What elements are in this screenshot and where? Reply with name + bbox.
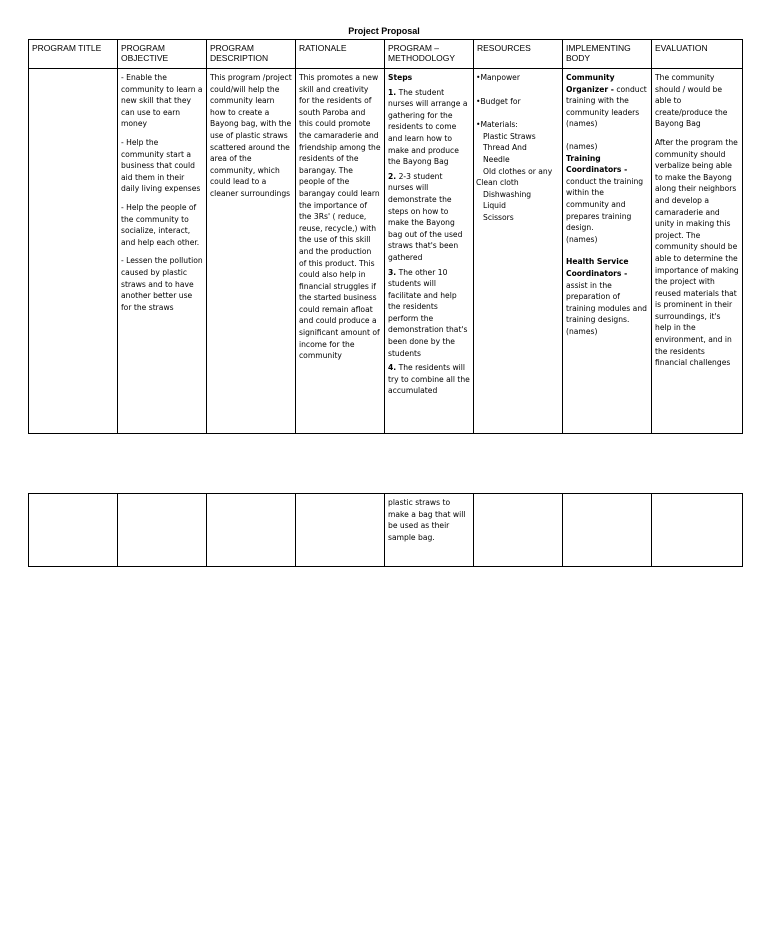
resource-manpower: •Manpower (476, 73, 520, 82)
methodology-continued: plastic straws to make a bag that will be used as their sample bag. (388, 498, 466, 542)
header-program-objective: PROGRAM OBJECTIVE (118, 40, 207, 69)
objective-item: - Help the people of the community to socialize, interact, and help each other. (121, 202, 200, 247)
rationale-text: This promotes a new skill and creativity for the residents of south Paroba and this could promote the camaraderie and friendship among the residents of the barangay. The people of the barangay could learn the importance of the 3Rs' ( reduce, reuse, recycle,) with the use of this skill and the production of this product. This could also help in financial struggles if the started business could remain afloat and could produce a significant amount of income for the community (299, 73, 381, 361)
resource-materials-label: •Materials: (476, 120, 518, 130)
organizer-title: Community Organizer - (566, 73, 615, 94)
names-placeholder: (names) (566, 326, 598, 336)
cell-description (207, 69, 296, 434)
content-row (29, 69, 743, 434)
cell-evaluation (652, 69, 743, 434)
cont-cell (474, 494, 563, 567)
evaluation-text: After the program the community should verbalize being able to make the Bayong along their neighbors and develop a camaraderie and unity in making this project. The community should be able to determine the importance of making the project with reused materials that is prominent in their surroundings, it's help in the environment, and in the residents financial challenges (655, 137, 739, 368)
organizer-desc: conduct training with the community leaders (566, 84, 647, 117)
cell-rationale (296, 69, 385, 434)
header-resources: RESOURCES (474, 40, 563, 69)
methodology-heading: Steps (388, 73, 413, 82)
cell-implementing-body (563, 69, 652, 434)
resource-budget: •Budget for (476, 96, 521, 106)
header-rationale: RATIONALE (296, 40, 385, 69)
resource-material: Old clothes or any (483, 166, 553, 176)
methodology-step: 4. The residents will try to combine all the accumulated (388, 363, 470, 396)
cont-cell (652, 494, 743, 567)
header-row (29, 40, 743, 69)
cell-program-title (29, 69, 118, 434)
names-placeholder: (names) (566, 141, 598, 151)
proposal-table (28, 39, 743, 434)
evaluation-text: The community should / would be able to create/produce the Bayong Bag (655, 73, 728, 129)
description-text: This program /project could/will help the community learn how to create a Bayong bag, with the use of plastic straws scattered around the area of the community, which could lead to a cleaner surroundings (210, 73, 292, 198)
cell-objective (118, 69, 207, 434)
methodology-step: 3. The other 10 students will facilitate and help the residents perform the demonstration that's been done by the students (388, 267, 468, 358)
document-title: Project Proposal (348, 26, 420, 36)
objective-item: - Enable the community to learn a new skill that they can use to earn money (121, 73, 203, 129)
cont-cell (563, 494, 652, 567)
resource-cleaning: Scissors (483, 212, 514, 222)
cont-cell (296, 494, 385, 567)
continuation-row (29, 494, 743, 567)
continuation-table (28, 493, 743, 567)
coordinators-title: Training Coordinators - (566, 153, 628, 175)
methodology-step: 2. 2-3 student nurses will demonstrate the steps on how to make the Bayong bag out of the used straws that's been gathered (388, 171, 463, 262)
names-placeholder: (names) (566, 119, 598, 129)
header-program-title: PROGRAM TITLE (29, 40, 118, 69)
coordinators-desc: conduct the training within the community and prepares training design. (566, 176, 644, 233)
resource-clean-cloth: Clean cloth (476, 178, 519, 188)
header-evaluation: EVALUATION (652, 40, 743, 69)
resource-material: Plastic Straws (483, 131, 536, 141)
names-placeholder: (names) (566, 234, 598, 244)
cont-cell (29, 494, 118, 567)
cell-resources (474, 69, 563, 434)
cont-cell-methodology (385, 494, 474, 567)
cont-cell (207, 494, 296, 567)
resource-cleaning: Dishwashing Liquid (483, 189, 532, 211)
health-coordinators: Health Service Coordinators - assist in the preparation of training modules and training designs. (566, 257, 647, 325)
header-methodology: PROGRAM – METHODOLOGY (385, 40, 474, 69)
cont-cell (118, 494, 207, 567)
header-program-description: PROGRAM DESCRIPTION (207, 40, 296, 69)
objective-item: - Lessen the pollution caused by plastic straws and to have another better use for the straws (121, 256, 203, 312)
cell-methodology (385, 69, 474, 434)
methodology-step: 1. The student nurses will arrange a gathering for the residents to come and learn how to make and produce the Bayong Bag (388, 87, 468, 167)
resource-material: Thread And Needle (483, 143, 527, 164)
header-implementing-body: IMPLEMENTING BODY (563, 40, 652, 69)
objective-item: - Help the community start a business that could aid them in their daily living expenses (121, 137, 201, 194)
